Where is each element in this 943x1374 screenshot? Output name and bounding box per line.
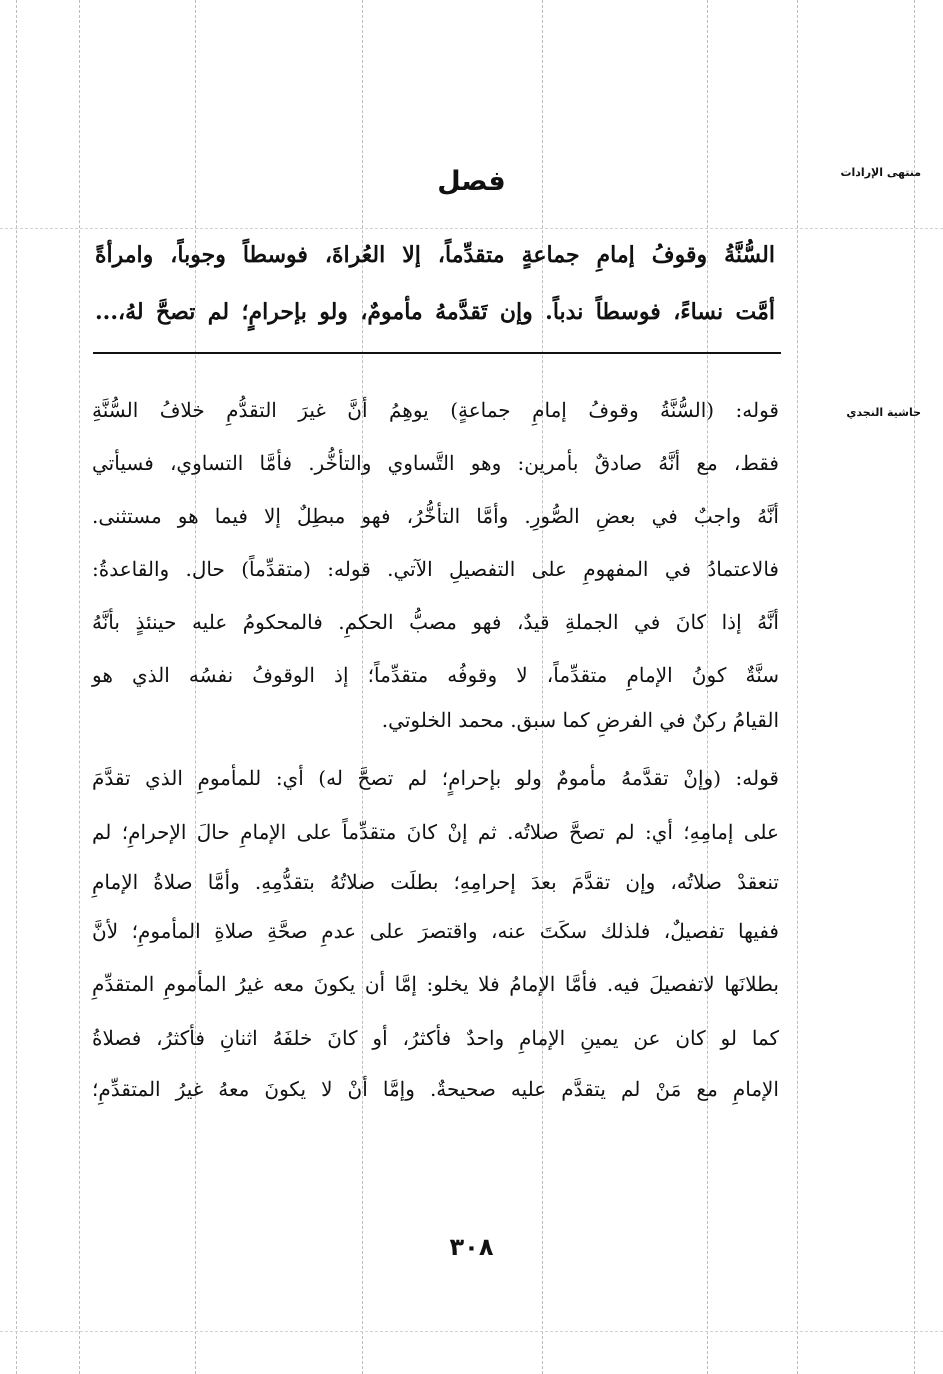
section-heading: فصل	[437, 166, 506, 197]
matn-line: أمَّت نساءً، فوسطاً ندباً. وإن تَقدَّمهُ مأمومٌ، ولو بإحرامٍ؛ لم تصحَّ لهُ،...	[95, 299, 775, 325]
guide-line	[0, 1331, 943, 1332]
commentary-line: على إمامِهِ؛ أي: لم تصحَّ صلاتُه. ثم إنْ كانَ متقدِّماً على الإمامِ حالَ الإحرامِ؛ لم	[92, 820, 779, 844]
commentary-line: القيامُ ركنٌ في الفرضِ كما سبق. محمد الخلوتي.	[381, 708, 779, 732]
divider-rule	[93, 352, 781, 354]
commentary-line: كما لو كان عن يمينِ الإمامِ واحدٌ فأكثرُ، أو كانَ خلفَهُ اثنانِ فأكثرُ، فصلاةُ	[92, 1026, 779, 1050]
guide-line	[16, 0, 17, 1374]
guide-line	[79, 0, 80, 1374]
guide-line	[914, 0, 915, 1374]
commentary-line: أنَّهُ واجبٌ في بعضِ الصُّورِ. وأمَّا التأخُّرُ، فهو مبطِلٌ إلا فيما هو مستثنى.	[92, 504, 779, 528]
commentary-line: ففيها تفصيلٌ، فلذلك سكَتَ عنه، واقتصرَ على عدمِ صحَّةِ صلاةِ المأمومِ؛ لأنَّ	[92, 919, 779, 943]
guide-line	[797, 0, 798, 1374]
commentary-line: أنَّهُ إذا كانَ في الجملةِ قيدٌ، فهو مصبُّ الحكمِ. فالمحكومُ عليه حينئذٍ بأنَّهُ	[92, 610, 779, 634]
commentary-label: حاشية النجدي	[846, 406, 921, 419]
commentary-line: بطلانَها لاتفصيلَ فيه. فأمَّا الإمامُ فلا يخلو: إمَّا أن يكونَ معه غيرُ المأمومِ المتقدِّمِ	[92, 972, 779, 996]
page-number: ٣٠٨	[449, 1233, 494, 1261]
matn-line: السُّنَّةُ وقوفُ إمامِ جماعةٍ متقدِّماً، إلا العُراةَ، فوسطاً وجوباً، وامرأةً	[95, 242, 775, 268]
commentary-line: فقط، مع أنَّهُ صادقٌ بأمرين: وهو التَّساوي والتأخُّر. فأمَّا التساوي، فسيأتي	[92, 451, 779, 475]
guide-line	[0, 228, 943, 229]
commentary-line: قوله: (وإنْ تقدَّمهُ مأمومٌ ولو بإحرامٍ؛ لم تصحَّ له) أي: للمأمومِ الذي تقدَّمَ	[92, 766, 779, 790]
commentary-line: سنَّةٌ كونُ الإمامِ متقدِّماً، لا وقوفُه متقدِّماً؛ إذ الوقوفُ نفسُه الذي هو	[92, 663, 779, 687]
commentary-line: تنعقدْ صلاتُه، وإن تقدَّمَ بعدَ إحرامِهِ؛ بطلَت صلاتُهُ بتقدُّمِهِ. وأمَّا صلاةُ الإمامِ	[92, 870, 779, 894]
book-title: منتهى الإرادات	[840, 166, 921, 179]
commentary-line: فالاعتمادُ في المفهومِ على التفصيلِ الآتي. قوله: (متقدِّماً) حال. والقاعدةُ:	[92, 557, 779, 581]
commentary-line: قوله: (السُّنَّةُ وقوفُ إمامِ جماعةٍ) يوهِمُ أنَّ غيرَ التقدُّمِ خلافُ السُّنَّةِ	[92, 398, 779, 422]
commentary-line: الإمامِ مع مَنْ لم يتقدَّم عليه صحيحةٌ. وإمَّا أنْ لا يكونَ معهُ غيرُ المتقدِّمِ؛	[92, 1077, 779, 1101]
